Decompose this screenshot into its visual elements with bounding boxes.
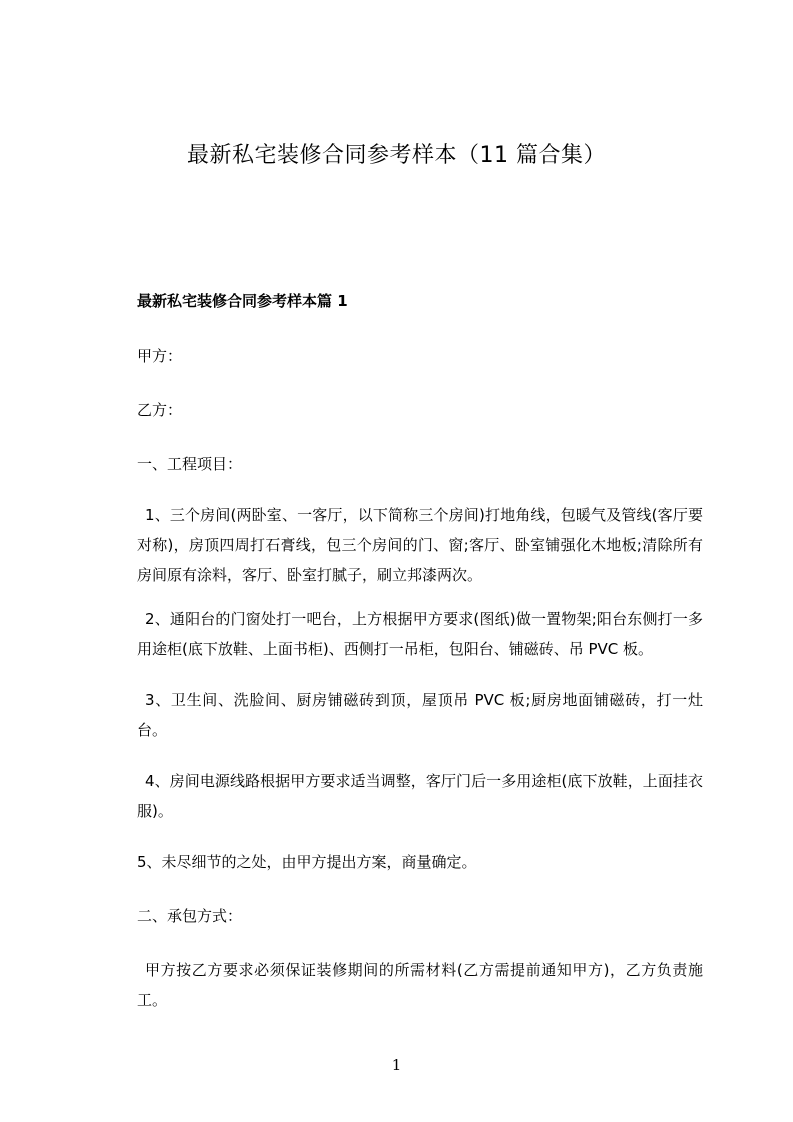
heading-project-items: 一、工程项目： xyxy=(137,455,243,473)
project-item-2: 2、通阳台的门窗处打一吧台，上方根据甲方要求(图纸)做一置物架;阳台东侧打一多用途柜(底下放鞋、上面书柜)、西侧打一吊柜，包阳台、铺磁砖、吊 PVC 板。 xyxy=(137,610,703,658)
party-a-label: 甲方： xyxy=(137,347,183,365)
document-title: 最新私宅装修合同参考样本（11 篇合集） xyxy=(187,143,606,168)
heading-contract-method: 二、承包方式： xyxy=(137,907,243,925)
project-item-1: 1、三个房间(两卧室、一客厅，以下简称三个房间)打地角线，包暖气及管线(客厅要对称)，房顶四周打石膏线，包三个房间的门、窗;客厅、卧室铺强化木地板;清除所有房间原有涂料，客厅、卧室打腻子，刷立邦漆两次。 xyxy=(137,506,703,584)
project-item-4: 4、房间电源线路根据甲方要求适当调整，客厅门后一多用途柜(底下放鞋，上面挂衣服)。 xyxy=(137,772,703,820)
page-number: 1 xyxy=(391,1056,402,1074)
contract-method-text: 甲方按乙方要求必须保证装修期间的所需材料(乙方需提前通知甲方)，乙方负责施工。 xyxy=(137,961,703,1009)
party-b-label: 乙方： xyxy=(137,401,183,419)
section-heading: 最新私宅装修合同参考样本篇 1 xyxy=(137,292,348,310)
project-item-3: 3、卫生间、洗脸间、厨房铺磁砖到顶，屋顶吊 PVC 板;厨房地面铺磁砖，打一灶台。 xyxy=(137,691,703,739)
project-item-5: 5、未尽细节的之处，由甲方提出方案，商量确定。 xyxy=(137,853,477,871)
